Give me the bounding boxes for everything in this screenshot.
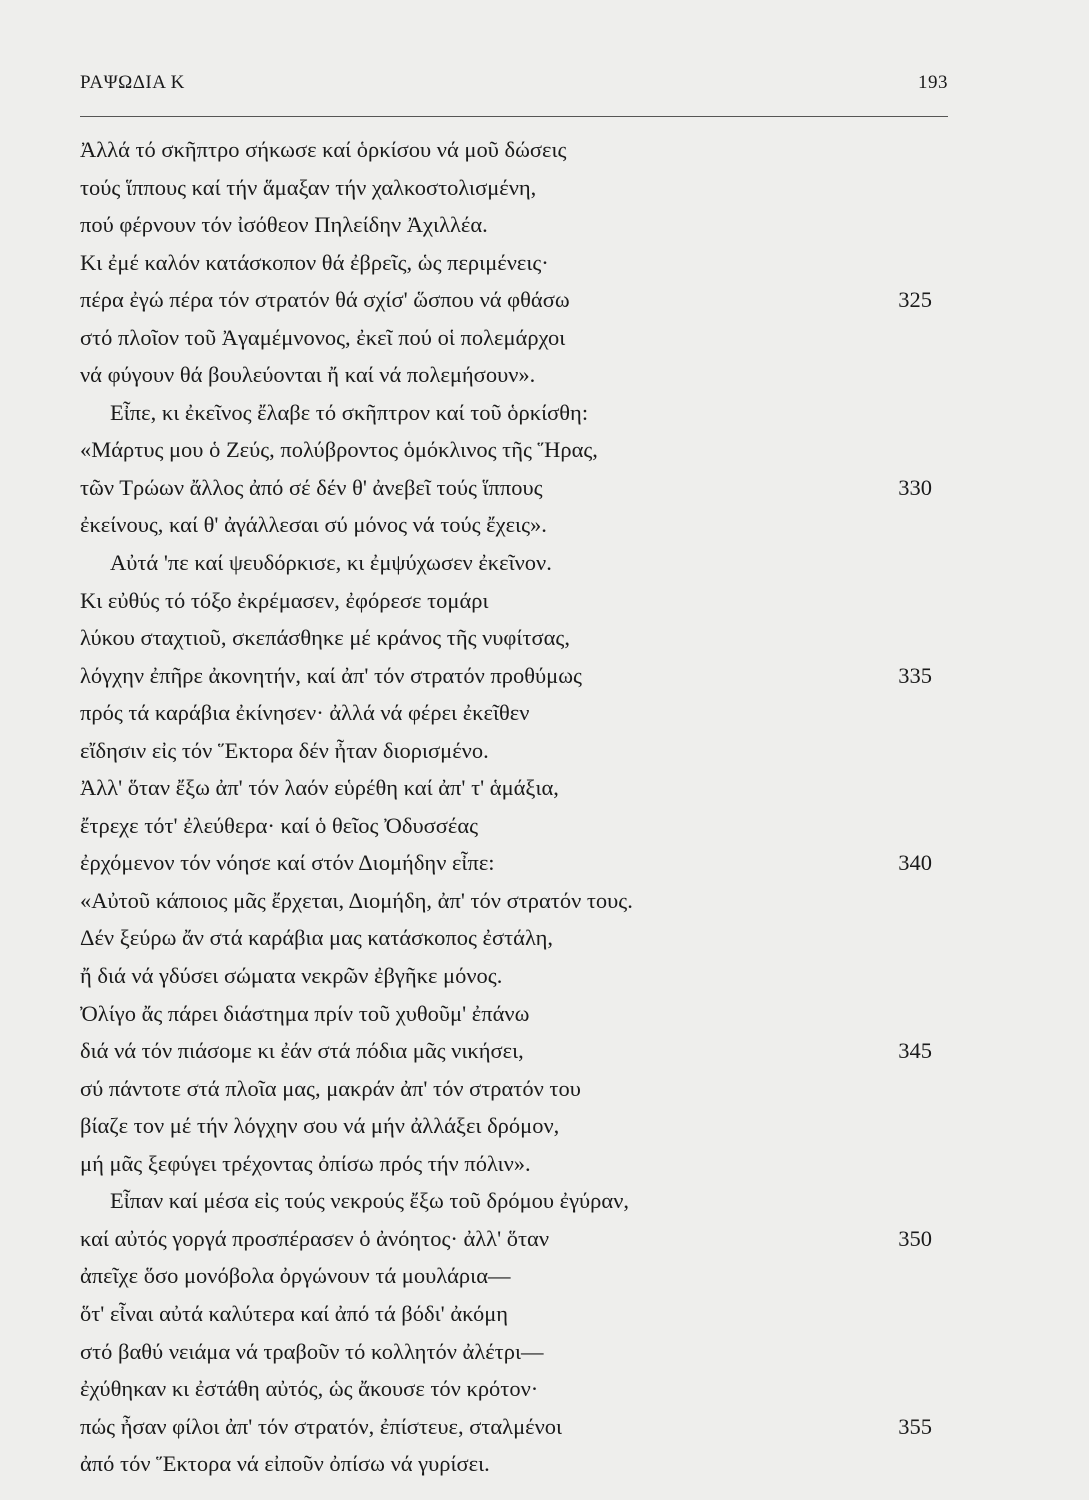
verse-line-text: ἤ διά νά γδύσει σώματα νεκρῶν ἐβγῆκε μόνος.	[80, 963, 503, 989]
verse-line-text: πού φέρνουν τόν ἰσόθεον Πηλείδην Ἀχιλλέα.	[80, 212, 488, 238]
verse-line-text: πώς ἦσαν φίλοι ἀπ' τόν στρατόν, ἐπίστευε, σταλμένοι	[80, 1413, 563, 1439]
verse-line	[80, 394, 940, 432]
verse-line	[80, 206, 940, 244]
verse-line-text: Εἶπαν καί μέσα εἰς τούς νεκρούς ἔξω τοῦ δρόμου ἐγύραν,	[110, 1188, 629, 1214]
verse-line	[80, 919, 940, 957]
line-number: 330	[898, 474, 932, 500]
verse-line-text: ἀπό τόν Ἕκτορα νά εἰποῦν ὀπίσω νά γυρίσει.	[80, 1451, 490, 1477]
verse-line	[80, 769, 940, 807]
verse-line	[80, 1445, 940, 1483]
verse-line-text: τῶν Τρώων ἄλλος ἀπό σέ δέν θ' ἀνεβεῖ τούς ἵππους	[80, 474, 543, 500]
verse-line-text: στό πλοῖον τοῦ Ἀγαμέμνονος, ἐκεῖ πού οἱ πολεμάρχοι	[80, 324, 566, 350]
verse-line-text: λύκου σταχτιοῦ, σκεπάσθηκε μέ κράνος τῆς νυφίτσας,	[80, 625, 570, 651]
verse-line	[80, 1220, 940, 1258]
verse-line-text: «Αὐτοῦ κάποιος μᾶς ἔρχεται, Διομήδη, ἀπ' τόν στρατόν τους.	[80, 887, 633, 913]
verse-line	[80, 506, 940, 544]
verse-line-text: Ὀλίγο ἄς πάρει διάστημα πρίν τοῦ χυθοῦμ' ἐπάνω	[80, 1000, 530, 1026]
verse-line	[80, 431, 940, 469]
verse-line	[80, 244, 940, 282]
line-number: 355	[898, 1413, 932, 1439]
verse-line-text: Ἀλλά τό σκῆπτρο σήκωσε καί ὁρκίσου νά μοῦ δώσεις	[80, 137, 567, 162]
verse-line	[80, 1408, 940, 1446]
line-number: 325	[898, 287, 932, 313]
verse-line	[80, 1032, 940, 1070]
verse-line-text: Αὐτά 'πε καί ψευδόρκισε, κι ἐμψύχωσεν ἐκεῖνον.	[110, 550, 552, 576]
verse-line-text: διά νά τόν πιάσομε κι ἐάν στά πόδια μᾶς νικήσει,	[80, 1038, 524, 1064]
verse-line	[80, 131, 940, 169]
line-number: 340	[898, 850, 932, 876]
verse-line-text: καί αὐτός γοργά προσπέρασεν ὁ ἀνόητος· ἀλλ' ὅταν	[80, 1225, 550, 1251]
verse-line	[80, 1370, 940, 1408]
verse-line	[80, 995, 940, 1033]
verse-line-text: ἐχύθηκαν κι ἐστάθη αὐτός, ὡς ἄκουσε τόν κρότον·	[80, 1376, 539, 1402]
verse-line-text: νά φύγουν θά βουλεύονται ἤ καί νά πολεμήσουν».	[80, 362, 536, 388]
verse-line	[80, 281, 940, 319]
verse-line-text: Δέν ξεύρω ἄν στά καράβια μας κατάσκοπος ἐστάλη,	[80, 925, 554, 951]
header-rule	[80, 116, 948, 117]
verse-line-text: πρός τά καράβια ἐκίνησεν· ἀλλά νά φέρει ἐκεῖθεν	[80, 700, 530, 726]
verse-line-text: πέρα ἐγώ πέρα τόν στρατόν θά σχίσ' ὥσπου νά φθάσω	[80, 287, 570, 313]
verse-line	[80, 732, 940, 770]
verse-line	[80, 544, 940, 582]
verse-line	[80, 1182, 940, 1220]
verse-line-text: ἐρχόμενον τόν νόησε καί στόν Διομήδην εἶπε:	[80, 850, 495, 876]
page-number: 193	[918, 72, 948, 93]
verse-line	[80, 619, 940, 657]
verse-line	[80, 844, 940, 882]
verse-line-text: τούς ἵππους καί τήν ἅμαξαν τήν χαλκοστολισμένη,	[80, 174, 537, 200]
verse-line	[80, 469, 940, 507]
verse-line-text: Κι ἐμέ καλόν κατάσκοπον θά ἐβρεῖς, ὡς περιμένεις·	[80, 249, 549, 275]
verse-line-text: «Μάρτυς μου ὁ Ζεύς, πολύβροντος ὁμόκλινος τῆς Ἥρας,	[80, 437, 598, 463]
verse-line	[80, 694, 940, 732]
verse-line-text: ἔτρεχε τότ' ἐλεύθερα· καί ὁ θεῖος Ὀδυσσέας	[80, 812, 479, 838]
verse-line	[80, 356, 940, 394]
verse-line-text: ὅτ' εἶναι αὐτά καλύτερα καί ἀπό τά βόδι' ἀκόμη	[80, 1300, 509, 1326]
line-number: 345	[898, 1038, 932, 1064]
verse-line	[80, 169, 940, 207]
line-number: 350	[898, 1225, 932, 1251]
verse-line	[80, 1070, 940, 1108]
verse-line	[80, 319, 940, 357]
verse-line-text: σύ πάντοτε στά πλοῖα μας, μακράν ἀπ' τόν στρατόν του	[80, 1075, 581, 1101]
verse-line-text: Ἀλλ' ὅταν ἔξω ἀπ' τόν λαόν εὑρέθη καί ἀπ' τ' ἁμάξια,	[80, 775, 559, 801]
verse-line-text: ἐκείνους, καί θ' ἀγάλλεσαι σύ μόνος νά τούς ἔχεις».	[80, 512, 547, 538]
verse-line	[80, 582, 940, 620]
verse-line-text: Εἶπε, κι ἐκεῖνος ἔλαβε τό σκῆπτρον καί τοῦ ὁρκίσθη:	[110, 399, 589, 425]
verse-line	[80, 1333, 940, 1371]
verse-line	[80, 1257, 940, 1295]
verse-line	[80, 657, 940, 695]
verse-line-text: στό βαθύ νειάμα νά τραβοῦν τό κολλητόν ἀλέτρι—	[80, 1338, 544, 1364]
verse-line	[80, 1107, 940, 1145]
verse-text	[80, 131, 940, 1483]
verse-line-text: λόγχην ἐπῆρε ἀκονητήν, καί ἀπ' τόν στρατόν προθύμως	[80, 662, 582, 688]
line-number: 335	[898, 662, 932, 688]
verse-line	[80, 1145, 940, 1183]
verse-line-text: ἀπεῖχε ὅσο μονόβολα ὀργώνουν τά μουλάρια—	[80, 1263, 511, 1289]
verse-line-text: εἴδησιν εἰς τόν Ἕκτορα δέν ἦταν διορισμένο.	[80, 737, 489, 763]
verse-line	[80, 1295, 940, 1333]
verse-line-text: Κι εὐθύς τό τόξο ἐκρέμασεν, ἐφόρεσε τομάρι	[80, 587, 489, 613]
verse-line-text: βίαζε τον μέ τήν λόγχην σου νά μήν ἀλλάξει δρόμον,	[80, 1113, 560, 1139]
verse-line	[80, 882, 940, 920]
verse-line	[80, 957, 940, 995]
chapter-title: ΡΑΨΩΔΙΑ Κ	[80, 72, 185, 93]
verse-line	[80, 807, 940, 845]
verse-line-text: μή μᾶς ξεφύγει τρέχοντας ὀπίσω πρός τήν πόλιν».	[80, 1150, 531, 1176]
